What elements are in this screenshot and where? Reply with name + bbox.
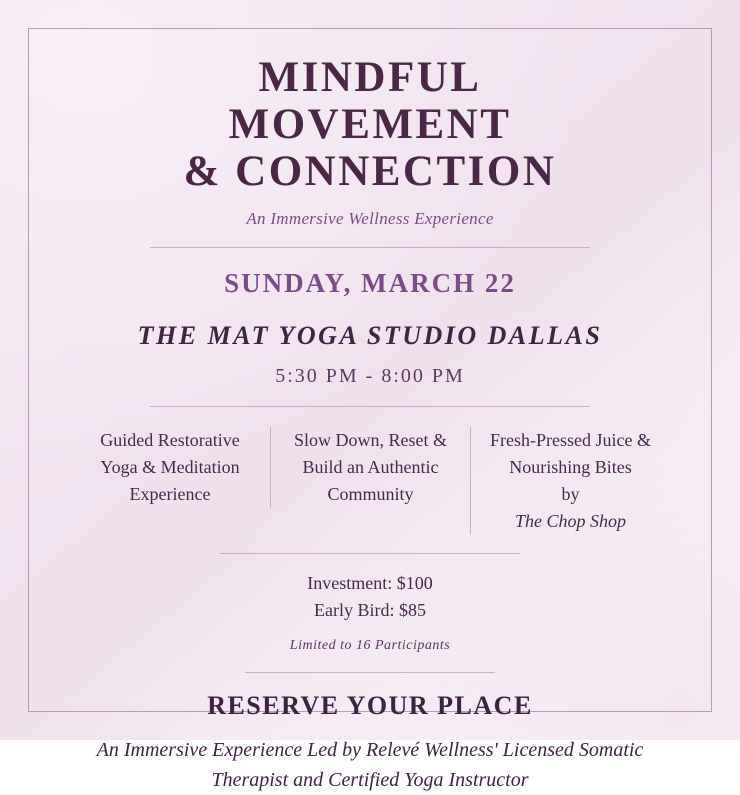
title-line-2: MOVEMENT <box>228 101 512 148</box>
footer-line-2: Therapist and Certified Yoga Instructor <box>211 769 529 791</box>
feature-3-line-3: by <box>561 484 580 504</box>
reserve-cta[interactable]: RESERVE YOUR PLACE <box>207 691 533 720</box>
feature-3-line-2: Nourishing Bites <box>509 457 632 477</box>
participant-limit: Limited to 16 Participants <box>289 638 451 653</box>
poster-subtitle: An Immersive Wellness Experience <box>246 209 494 228</box>
divider-pricing <box>220 553 520 554</box>
title-line-3: & CONNECTION <box>183 148 557 195</box>
feature-1-line-2: Yoga & Meditation <box>100 457 240 477</box>
pricing-block <box>48 570 692 624</box>
divider-cta <box>245 672 495 673</box>
event-time: 5:30 PM - 8:00 PM <box>275 365 465 387</box>
poster-footer <box>48 735 692 795</box>
price-early-bird: Early Bird: $85 <box>314 600 426 620</box>
feature-3-partner: The Chop Shop <box>514 511 626 531</box>
divider-columns <box>150 406 590 407</box>
feature-2-line-3: Community <box>327 484 414 504</box>
footer-line-1: An Immersive Experience Led by Relevé Wellness' Licensed Somatic <box>96 739 644 761</box>
poster-title <box>48 54 692 195</box>
feature-2-line-2: Build an Authentic <box>302 457 439 477</box>
divider-top <box>150 247 590 248</box>
feature-1-line-1: Guided Restorative <box>100 430 240 450</box>
event-date: SUNDAY, MARCH 22 <box>224 268 516 298</box>
title-line-1: MINDFUL <box>258 54 482 101</box>
feature-2-line-1: Slow Down, Reset & <box>294 430 447 450</box>
feature-columns <box>48 427 692 535</box>
feature-1-line-3: Experience <box>129 484 211 504</box>
poster-content <box>48 40 692 791</box>
feature-column-2 <box>270 427 470 508</box>
feature-column-1 <box>70 427 270 508</box>
price-investment: Investment: $100 <box>307 573 433 593</box>
feature-3-line-1: Fresh-Pressed Juice & <box>490 430 651 450</box>
event-venue: THE MAT YOGA STUDIO DALLAS <box>137 321 603 350</box>
feature-column-3 <box>470 427 670 535</box>
